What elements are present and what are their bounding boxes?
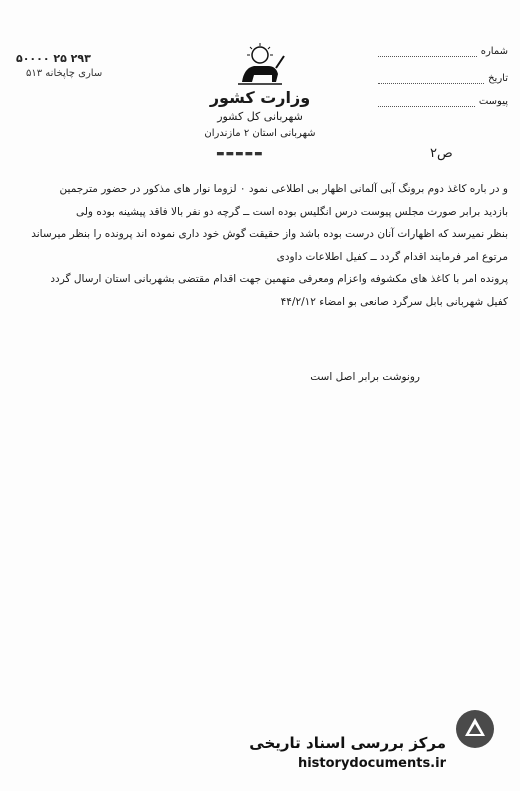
department-title: شهربانی کل کشور <box>217 110 303 123</box>
watermark-title: مرکز بررسی اسناد تاریخی <box>249 734 446 752</box>
number-field <box>378 46 508 57</box>
lion-and-sun-emblem-icon <box>232 42 288 90</box>
archive-sub-label: ساری چاپخانه ۵۱۳ <box>26 68 103 79</box>
watermark-url[interactable]: historydocuments.ir <box>297 756 446 771</box>
archive-logo-icon <box>454 708 496 750</box>
body-line: بنظر نمیرسد که اظهارات آنان درست بوده باشد واز حقیقت گوش خود داری نموده اند پرونده را بنظر میرساند <box>31 228 508 240</box>
sub-department-title: شهربانی استان ۲ مازندران <box>204 128 316 139</box>
letter-body <box>12 178 508 313</box>
body-line: و در باره کاغذ دوم برونگ آبی آلمانی اظهار بی اطلاعی نمود ۰ لزوما نوار های مذکور در حضور مترجمین <box>59 183 508 195</box>
date-field <box>378 73 508 84</box>
number-label: شماره <box>480 46 508 57</box>
ornament-divider: ▬▬▬▬▬ <box>216 149 264 159</box>
certified-copy-note: رونوشت برابر اصل است <box>310 371 420 383</box>
page-reference: ص۲ <box>430 146 453 161</box>
ministry-title: وزارت کشور <box>209 88 311 107</box>
body-line: پرونده امر با کاغذ های مکشوفه واعزام ومعرفی متهمین جهت اقدام مقتضی بشهربانی استان ارسال گردد <box>50 273 508 285</box>
body-line: کفیل شهربانی بابل سرگرد صانعی بو امضاء ۴۴/۲/۱۲ <box>280 295 508 308</box>
attachment-label: پیوست <box>478 96 508 107</box>
attachment-line <box>378 96 475 107</box>
number-line <box>378 46 477 57</box>
archive-number: ۵۰۰۰۰ ۲۵ ۲۹۳ <box>16 52 91 65</box>
date-line <box>378 73 484 84</box>
date-label: تاریخ <box>488 73 508 84</box>
body-line: بازدید برابر صورت مجلس پیوست درس انگلیس بوده است ــ گرچه دو نفر بالا فاقد پیشینه بوده ولی <box>75 205 508 218</box>
attachment-field <box>378 96 508 107</box>
body-line: مرتوع امر فرمایند اقدام گردد ــ کفیل اطلاعات داودی <box>276 250 508 263</box>
